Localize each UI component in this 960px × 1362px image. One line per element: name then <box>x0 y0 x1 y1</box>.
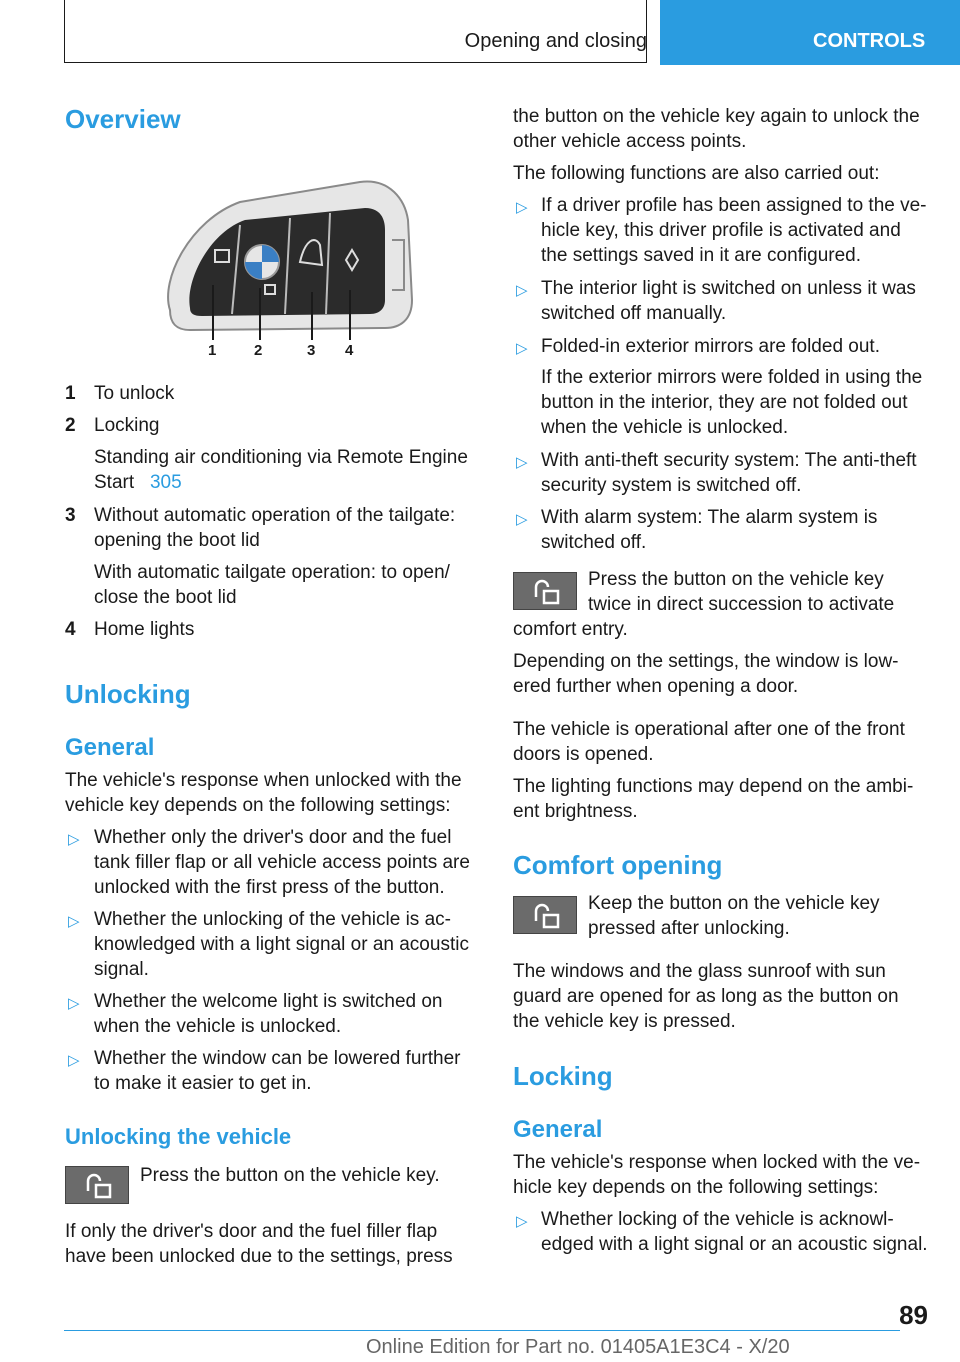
paragraph: other vehicle access points. <box>513 131 747 152</box>
legend-number: 1 <box>65 383 76 404</box>
bullet-marker: ▷ <box>516 199 528 216</box>
legend-text: Locking <box>94 415 160 436</box>
page-number: 89 <box>899 1300 928 1330</box>
paragraph: Press the button on the vehicle key <box>588 569 884 590</box>
paragraph: doors is opened. <box>513 744 654 765</box>
paragraph: ent brightness. <box>513 801 638 822</box>
comfort-opening-heading: Comfort opening <box>513 850 723 880</box>
note-text: button in the interior, they are not folded out <box>541 392 908 413</box>
legend-text: opening the boot lid <box>94 530 260 551</box>
vehicle-key-illustration <box>130 180 420 360</box>
bullet-marker: ▷ <box>68 1052 80 1069</box>
general-heading: General <box>513 1116 603 1143</box>
paragraph: The vehicle is operational after one of the front <box>513 719 905 740</box>
paragraph: The following functions are also carried out: <box>513 163 880 184</box>
paragraph: pressed after unlocking. <box>588 918 790 939</box>
legend-text: Home lights <box>94 619 195 640</box>
paragraph: ered further when opening a door. <box>513 676 799 697</box>
paragraph: The lighting functions may depend on the ambi‐ <box>513 776 914 797</box>
bullet-text: tank filler flap or all vehicle access points are <box>94 852 470 873</box>
paragraph: The vehicle's response when unlocked with the <box>65 770 462 791</box>
bullet-marker: ▷ <box>68 913 80 930</box>
paragraph: twice in direct succession to activate <box>588 594 895 615</box>
bullet-marker: ▷ <box>516 454 528 471</box>
bullet-text: With anti-theft security system: The anti-theft <box>541 450 917 471</box>
paragraph: The vehicle's response when locked with the ve‐ <box>513 1152 921 1173</box>
bullet-text: switched off. <box>541 532 647 553</box>
figure-label-3: 3 <box>307 342 316 359</box>
legend-text: Start 305 <box>94 472 182 493</box>
bullet-text: With alarm system: The alarm system is <box>541 507 878 528</box>
bullet-text: security system is switched off. <box>541 475 802 496</box>
legend-number: 2 <box>65 415 76 436</box>
bullet-text: the settings saved in it are configured. <box>541 245 862 266</box>
bullet-text: knowledged with a light signal or an acoustic <box>94 934 469 955</box>
note-text: when the vehicle is unlocked. <box>541 417 789 438</box>
unlock-button-icon <box>65 1166 129 1204</box>
section-title: Opening and closing <box>464 30 647 52</box>
bullet-text: Whether only the driver's door and the fuel <box>94 827 452 848</box>
bullet-text: Whether the unlocking of the vehicle is ac‐ <box>94 909 451 930</box>
paragraph: have been unlocked due to the settings, press <box>65 1246 453 1267</box>
page-reference-link[interactable]: 305 <box>149 472 182 493</box>
bullet-text: Folded-in exterior mirrors are folded out. <box>541 336 880 357</box>
legend-text: close the boot lid <box>94 587 237 608</box>
legend-text: Without automatic operation of the tailgate: <box>94 505 456 526</box>
paragraph: hicle key depends on the following settings: <box>513 1177 879 1198</box>
overview-heading: Overview <box>65 104 181 134</box>
figure-label-1: 1 <box>208 342 217 359</box>
paragraph: the vehicle key is pressed. <box>513 1011 736 1032</box>
unlock-button-icon <box>513 896 577 934</box>
bullet-text: when the vehicle is unlocked. <box>94 1016 342 1037</box>
paragraph: guard are opened for as long as the button on <box>513 986 899 1007</box>
general-heading: General <box>65 734 155 761</box>
legend-number: 3 <box>65 505 76 526</box>
bullet-marker: ▷ <box>68 995 80 1012</box>
locking-heading: Locking <box>513 1061 613 1091</box>
bullet-text: The interior light is switched on unless it was <box>541 278 916 299</box>
bullet-text: Whether the welcome light is switched on <box>94 991 443 1012</box>
bullet-marker: ▷ <box>516 511 528 528</box>
note-text: If the exterior mirrors were folded in using the <box>541 367 923 388</box>
legend-text: Standing air conditioning via Remote Engine <box>94 447 468 468</box>
bullet-marker: ▷ <box>516 282 528 299</box>
bullet-marker: ▷ <box>516 340 528 357</box>
chapter-tab <box>660 0 960 65</box>
legend-text: To unlock <box>94 383 175 404</box>
figure-label-4: 4 <box>345 342 354 359</box>
chapter-tab-label: CONTROLS <box>813 30 926 52</box>
paragraph: Keep the button on the vehicle key <box>588 893 880 914</box>
bullet-text: Whether the window can be lowered further <box>94 1048 461 1069</box>
paragraph: vehicle key depends on the following settings: <box>65 795 451 816</box>
bullet-text: switched off manually. <box>541 303 727 324</box>
legend-text: With automatic tailgate operation: to open/ <box>94 562 450 583</box>
paragraph: comfort entry. <box>513 619 628 640</box>
unlocking-heading: Unlocking <box>65 679 191 709</box>
paragraph: If only the driver's door and the fuel filler flap <box>65 1221 438 1242</box>
figure-label-2: 2 <box>254 342 263 359</box>
paragraph: Press the button on the vehicle key. <box>140 1165 440 1186</box>
bullet-text: signal. <box>94 959 149 980</box>
paragraph: The windows and the glass sunroof with sun <box>513 961 886 982</box>
bullet-text: unlocked with the first press of the button. <box>94 877 445 898</box>
bullet-marker: ▷ <box>516 1213 528 1230</box>
paragraph: the button on the vehicle key again to unlock the <box>513 106 920 127</box>
bullet-text: hicle key, this driver profile is activated and <box>541 220 901 241</box>
legend-number: 4 <box>65 619 76 640</box>
bullet-marker: ▷ <box>68 831 80 848</box>
footer-divider <box>64 1330 900 1331</box>
bullet-text: to make it easier to get in. <box>94 1073 312 1094</box>
paragraph: Depending on the settings, the window is low‐ <box>513 651 899 672</box>
unlocking-vehicle-heading: Unlocking the vehicle <box>65 1124 292 1149</box>
bullet-text: Whether locking of the vehicle is acknowl‐ <box>541 1209 894 1230</box>
bullet-text: edged with a light signal or an acoustic signal. <box>541 1234 928 1255</box>
bullet-text: If a driver profile has been assigned to the ve‐ <box>541 195 927 216</box>
unlock-button-icon <box>513 572 577 610</box>
edition-text: Online Edition for Part no. 01405A1E3C4 - X/20 <box>366 1336 790 1358</box>
